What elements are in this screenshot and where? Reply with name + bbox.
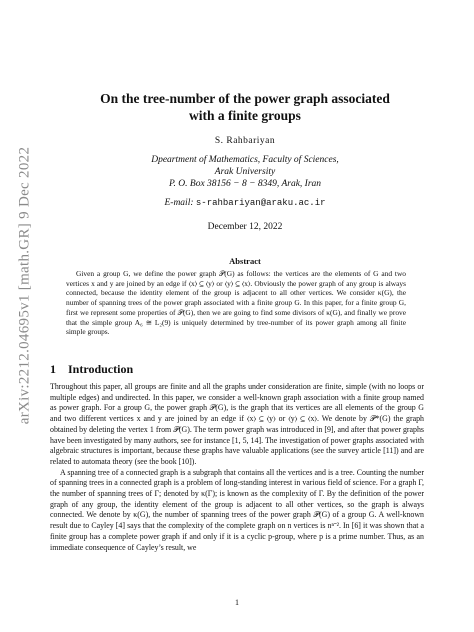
author-name: S. Rahbariyan (214, 136, 276, 146)
section-heading (50, 362, 133, 377)
paragraph-1: Throughout this paper, all groups are finite and all the graphs under consideration are finite, simple (with no loops or multiple edges) and undirected. In this paper, we consider a well-known graph association with a finite group named as power graph. For a group G, the power graph 𝒫(G), is the graph that its vertices are all elements of the group G and two different vertices x and y are joined by an edge if ⟨x⟩ ⊆ ⟨y⟩ or ⟨y⟩ ⊆ ⟨x⟩. We denote by 𝒫*(G) the graph obtained by deleting the vertex 1 from 𝒫(G). The term power graph was introduced in [9], and after that power graphs have been investigated by many authors, see for instance [1, 5, 14]. The investigation of power graphs associated with algebraic structures is important, because these graphs have valuable applications (see the survey article [11]) and are related to automata theory (see the book [10]). (50, 382, 424, 466)
paragraph-2: A spanning tree of a connected graph is a subgraph that contains all the vertices and is a tree. Counting the number of spanning trees in a connected graph is a problem of long-standing interest in various field of science. For a graph Γ, the number of spanning trees of Γ; denoted by κ(Γ); is known as the complexity of Γ. By the definition of the power graph of any group, the identity element of the group is adjacent to all other vertices, so the graph is always connected. We denote by κ(G), the number of spanning trees of the power graph 𝒫(G) of a group G. A well-known result due to Cayley [4] says that the complexity of the complete graph on n vertices is nⁿ⁻². In [6] it was shown that a finite group has a complete power graph if and only if it is a cyclic p-group, where p is a prime number. Thus, as an immediate consequence of Cayley’s result, we (50, 467, 424, 552)
arxiv-stamp (14, 140, 36, 430)
abstract-text: Given a group G, we define the power graph 𝒫(G) as follows: the vertices are the elements of G and two vertices x and y are joined by an edge if ⟨x⟩ ⊆ ⟨y⟩ or ⟨y⟩ ⊆ ⟨x⟩. Obviously the power graph of any group is always connected, because the identity element of the group is adjacent to all other vertices. We consider κ(G), the number of spanning trees of the power graph associated with a finite group G. In this paper, for a finite group G, first we represent some properties of 𝒫(G), then we are going to find some divisors of κ(G), and finally we prove that the simple group A₆ ≅ L₂(9) is uniquely determined by tree-number of its power graph among all finite simple groups. (66, 269, 406, 337)
affiliation-line-2: Arak University (214, 167, 276, 177)
email-line (58, 198, 432, 208)
paper-date: December 12, 2022 (207, 222, 283, 232)
title-line-2: with a finite groups (189, 108, 301, 123)
section-number: 1 (50, 362, 56, 376)
section-title: Introduction (68, 362, 134, 376)
affiliation (58, 154, 432, 190)
paper-title (58, 90, 432, 124)
affiliation-line-3: P. O. Box 38156 − 8 − 8349, Arak, Iran (168, 179, 322, 189)
title-line-1: On the tree-number of the power graph associated (100, 91, 390, 106)
email-label: E-mail: (164, 198, 194, 208)
abstract-heading: Abstract (229, 256, 261, 266)
section-body (50, 382, 424, 553)
page-number: 1 (235, 598, 239, 607)
arxiv-stamp-text: arXiv:2212.04695v1 [math.GR] 9 Dec 2022 (16, 146, 33, 424)
email-address[interactable]: s-rahbariyan@araku.ac.ir (195, 198, 326, 208)
affiliation-line-1: Dpeartment of Mathematics, Faculty of Sciences, (151, 155, 339, 165)
